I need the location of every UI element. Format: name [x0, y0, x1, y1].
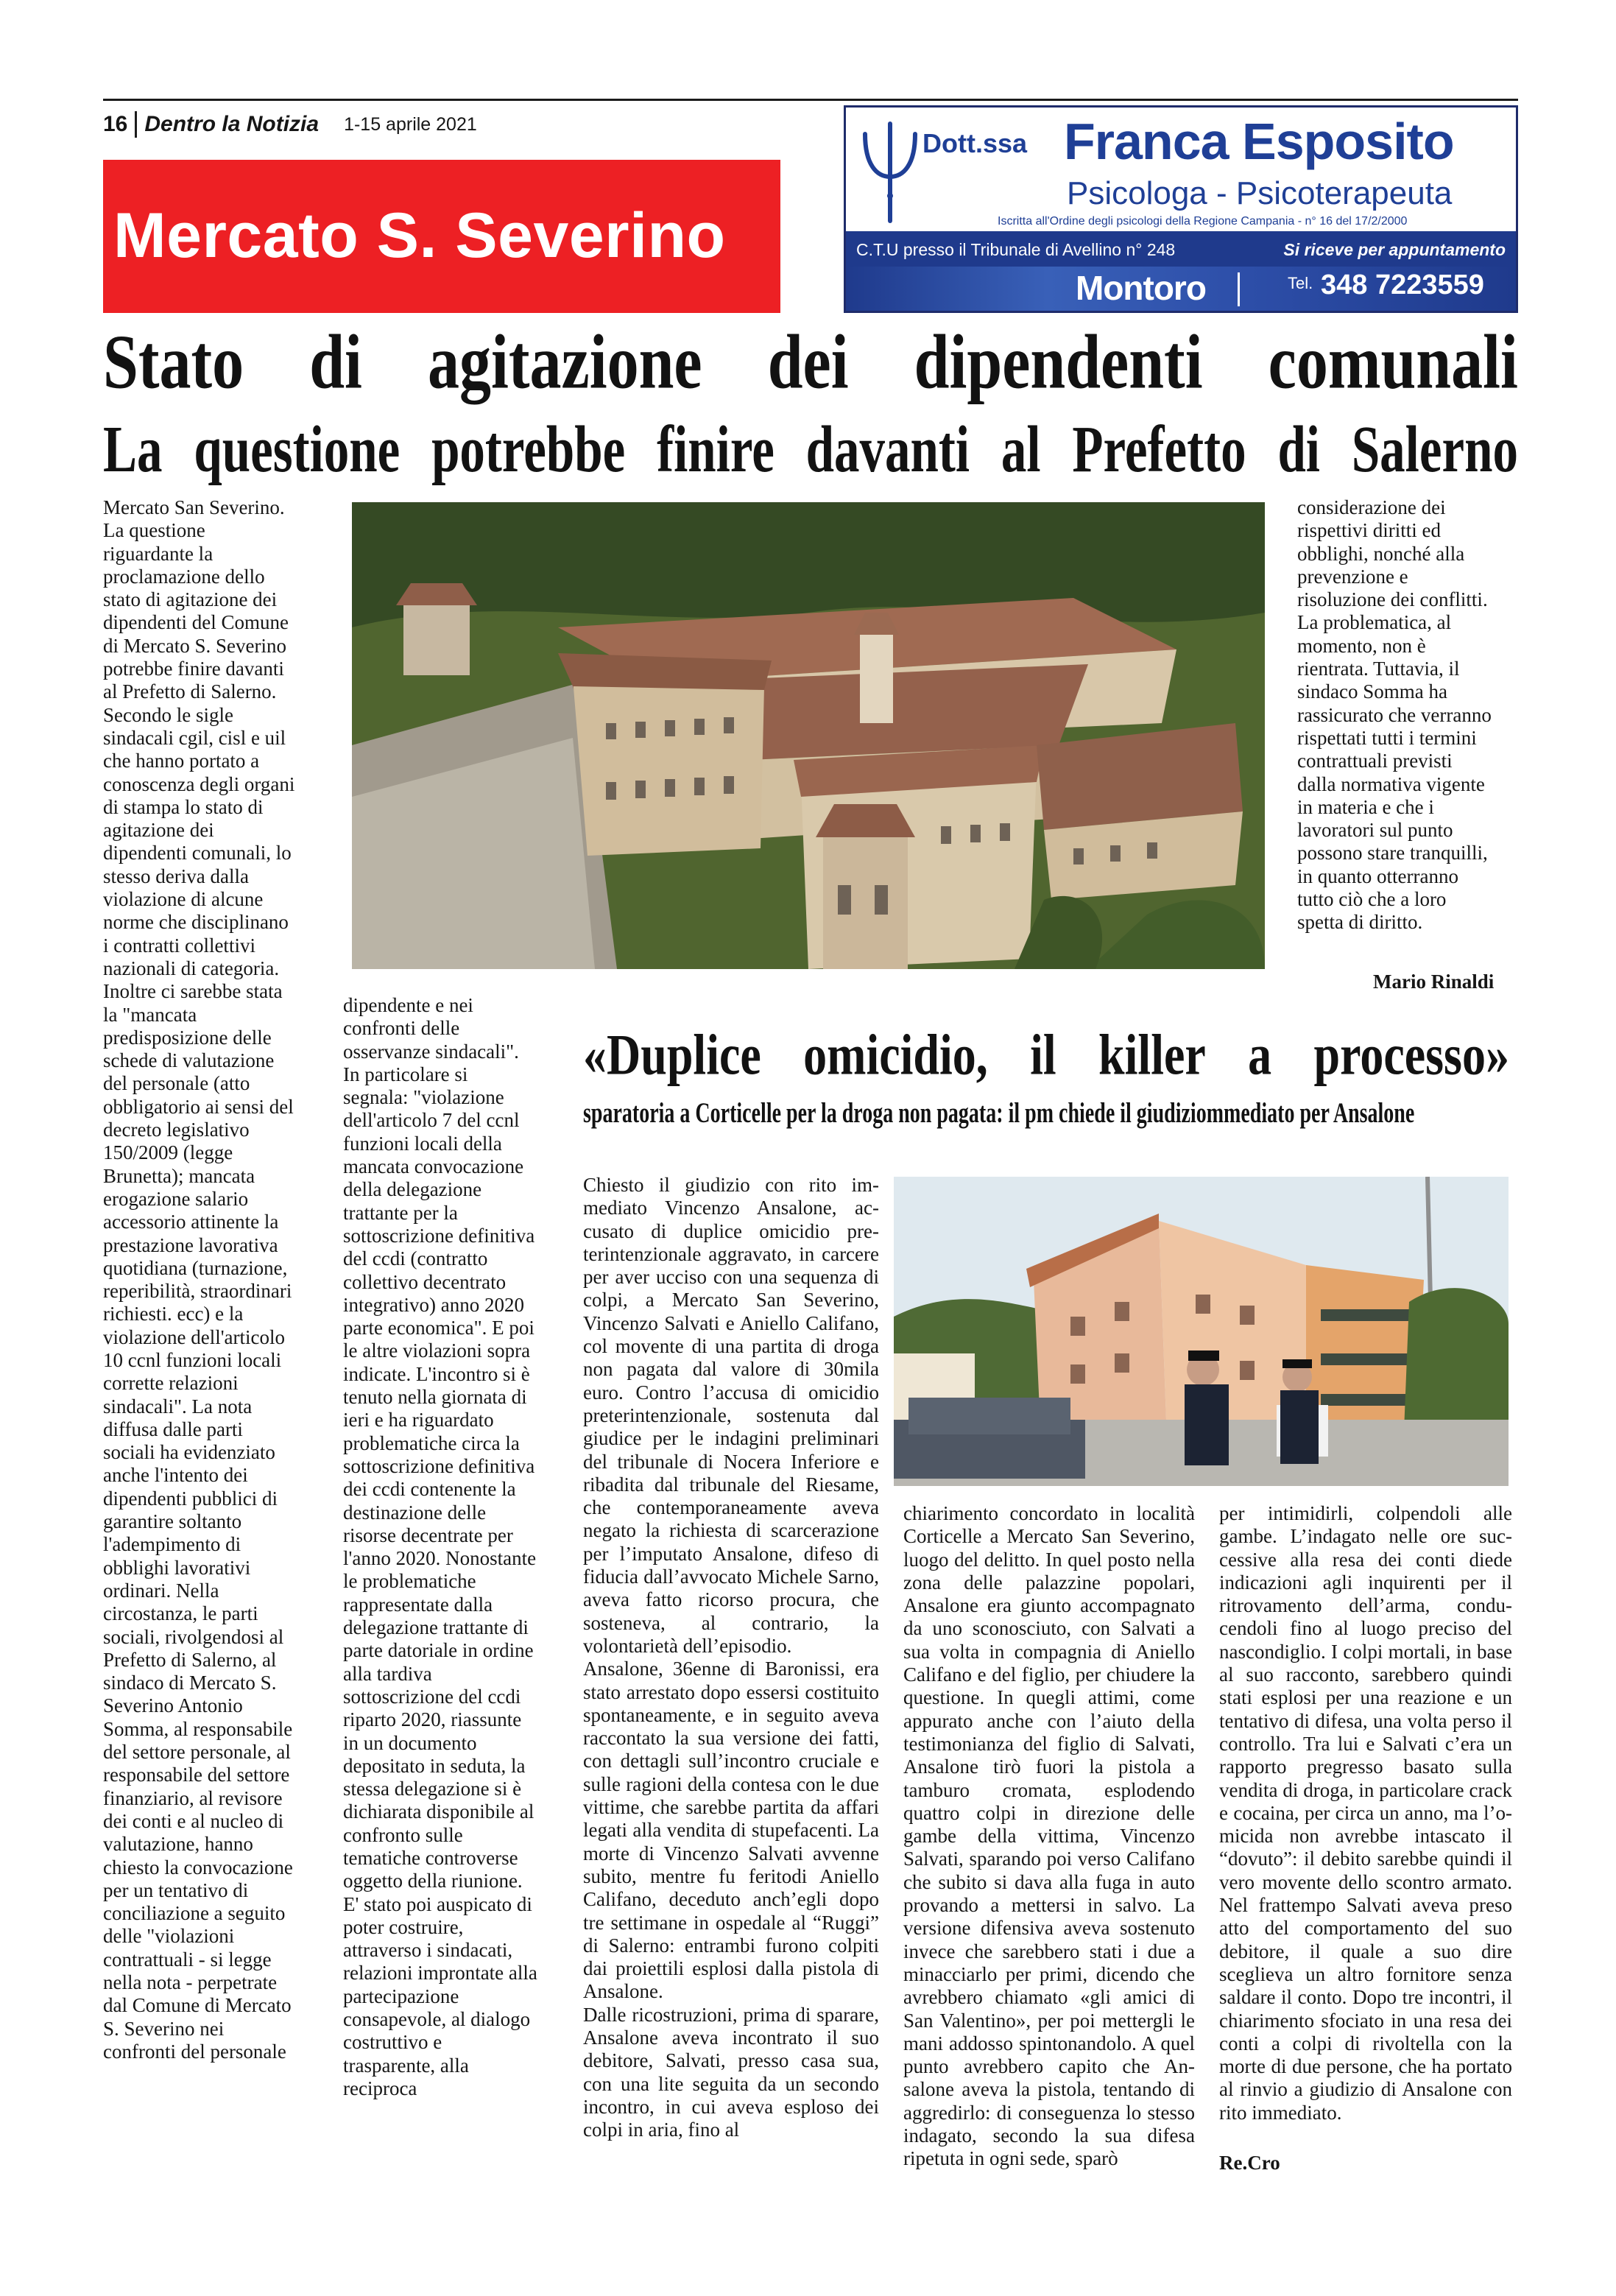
headline-word: Prefetto	[1072, 412, 1246, 485]
article2-byline: Re.Cro	[1219, 2152, 1280, 2174]
ad-contact-strip	[846, 267, 1516, 311]
headline-word: al	[1001, 412, 1041, 485]
ad-name: Franca Esposito	[1064, 113, 1454, 170]
headline-word: agitazione	[428, 318, 702, 405]
headline-word: processo»	[1313, 1023, 1509, 1087]
headline-word: davanti	[805, 412, 970, 485]
ad-profession: Psicologa - Psicoterapeuta	[1067, 175, 1453, 211]
article2-column-3: per intimidirli, colpendoli alle gambe. L’indagato nelle ore successive alla resa dei conti diede indicazioni agli inquirenti per il ritrovamento dell’arma, conducendoli fino al luogo preciso del nascondiglio. I colpi mortali, in base al suo racconto, sarebbero quindi stati esplosi per una reazione e un tentativo di difesa, una volta perso il controllo. Tra lui e Salvati c’era un rapporto pregresso basato sulla vendita di droga, in particolare crack e cocaina, per circa un anno, ma l’omicida non avrebbe intascato il “dovuto”: il debito sarebbe quindi il vero movente dello scontro armato. Nel frattempo Salvati aveva preso atto del comportamento del suo debitore, il quale a suo dire sceglieva un altro fornitore senza saldare il conto. Dopo tre incontri, il chiarimento sfociato in una resa dei conti a colpi di rivoltella con la morte di due persone, che ha portato al rinvio a giudizio di Ansalone con rito immediato.	[1219, 1502, 1512, 2124]
section-title: Mercato S. Severino	[113, 200, 726, 271]
section-banner	[103, 160, 780, 313]
headline-word: finire	[657, 412, 775, 485]
article2-subheadline: sparatoria a Corticelle per la droga non pagata: il pm chiede il giudiziommediato per Ansalone	[583, 1097, 1415, 1130]
folio	[103, 106, 477, 143]
issue-date: 1-15 aprile 2021	[344, 113, 477, 135]
ad-contact-bar	[846, 231, 1516, 311]
paper-name: Dentro la Notizia	[144, 112, 320, 136]
article1-byline: Mario Rinaldi	[1373, 971, 1495, 993]
advertisement-box	[844, 105, 1518, 313]
headline-word: il	[1030, 1023, 1056, 1087]
ad-title-prefix: Dott.ssa	[922, 128, 1028, 158]
ad-phone: 348 7223559	[1321, 270, 1484, 300]
headline-word: di	[1277, 412, 1320, 485]
article2-column-1: Chiesto il giudizio con rito immediato Vincenzo Ansalone, accusato di duplice omicidio preterintenzionale aggravato, in carcere per aver ucciso con una sequenza di colpi, a Mercato San Severino, Vincenzo Salvati e Aniello Califano, col movente di una partita di droga non pagata dal valore di 30mila euro. Contro l’accusa di omicidio preterintenzionale, sostenuta dal giudice per le indagini preliminari del tribunale di Nocera Inferiore e ribadita dal tribunale del Riesame, che contemporaneamente aveva negato la richiesta di scarcerazione per l’imputato Ansalone, difeso di fiducia dall’avvocato Michele Sarno, aveva fatto ricorso procura, che sosteneva, al contrario, la volontarietà dell’episodio. Ansalone, 36enne di Baronissi, era stato arrestato dopo essersi costituito spontaneamente, e in seguito aveva raccontato la sua versione dei fatti, con dettagli sull’incontro cruciale e sulle ragioni della contesa con le due vittime, che sarebbe partita da affari legati alla vendita di stupefacenti. La morte di Vincenzo Salvati avvenne subito, mentre fu feritodi Aniello Califano, deceduto anch’egli dopo tre settimane in ospedale al “Ruggi” di Salerno: entrambi furono colpiti dai proiettili esplosi dalla pistola di Ansalone. Dalle ricostruzioni, prima di sparare, Ansalone aveva incontrato il suo debitore, Salvati, presso casa sua, con una lite seguita da un secondo incontro, in cui aveva esploso dei colpi in aria, fino al	[583, 1174, 879, 2141]
headline-word: Salerno	[1351, 412, 1518, 485]
article1-column-3: considerazione dei rispettivi diritti ed obblighi, nonché alla prevenzione e risoluzione dei conflitti. La problematica, al momento, non è rientrata. Tuttavia, il sindaco Somma ha rassicurato che verranno rispettati tutti i termini contrattuali previsti dalla normativa vigente in materia e che i lavoratori sul punto possono stare tranquilli, in quanto otterranno tutto ciò che a loro spetta di diritto.	[1297, 496, 1492, 934]
headline-word: a	[1248, 1023, 1272, 1087]
article2-column-2: chiarimento concordato in località Corticelle a Mercato San Severino, luogo del delitto. In quel posto nella zona delle palazzine popolari, Ansalone era giunto accompagnato da uno sconosciuto, con Salvati a sua volta in compagnia di Aniello Califano e del figlio, per chiudere la questione. In quegli attimi, come appurato anche con l’aiuto della testimonianza del figlio di Salvati, Ansalone tirò fuori la pistola a tamburo cromata, esplodendo quattro colpi in direzione delle gambe della vittima, Vincenzo Salvati, sparando poi verso Califano che subito si dava alla fuga in auto provando a mettersi in salvo. La versione difensiva aveva sostenuto invece che sarebbero stati i due a minacciarlo per primi, dicendo che avrebbero chiamato «gli amici di San Valentino», per poi mettergli le mani addosso spintonandolo. A quel punto avrebbero capito che Ansalone aveva la pistola, tentando di aggredirlo: di conseguenza lo stesso indagato, secondo la sua difesa ripetuta in ogni sede, sparò	[903, 1502, 1195, 2170]
monastery-photo	[352, 502, 1265, 969]
article2-headline	[583, 1015, 1509, 1096]
ad-ctu: C.T.U presso il Tribunale di Avellino n° 248	[856, 240, 1176, 259]
corticelle-photo	[894, 1177, 1509, 1486]
ad-registration: Iscritta all'Ordine degli psicologi della Regione Campania - n° 16 del 17/2/2000	[998, 215, 1408, 228]
article1-subheadline	[103, 399, 1518, 499]
ad-town: Montoro	[1076, 269, 1206, 307]
ad-separator	[1238, 272, 1240, 306]
headline-word: potrebbe	[431, 412, 626, 485]
headline-word: Stato	[103, 318, 244, 405]
headline-word: La	[103, 412, 163, 485]
headline-word: dipendenti	[914, 318, 1203, 405]
headline-word: dei	[767, 318, 849, 405]
article1-headline	[103, 309, 1518, 415]
headline-word: di	[309, 318, 362, 405]
headline-word: killer	[1098, 1023, 1206, 1087]
psi-logo-icon	[861, 119, 920, 230]
article1-column-2: dipendente e nei confronti delle osservanze sindacali". In particolare si segnala: "violazione dell'articolo 7 del ccnl funzioni locali della mancata convocazione della delegazione trattante per la sottoscrizione definitiva del ccdi (contratto collettivo decentrato integrativo) anno 2020 parte economica". E poi le altre violazioni sopra indicate. L'incontro si è tenuto nella giornata di ieri e ha riguardato problematiche circa la sottoscrizione definitiva dei ccdi contenente la destinazione delle risorse decentrate per l'anno 2020. Nonostante le problematiche rappresentate dalla delegazione trattante di parte datoriale in ordine alla tardiva sottoscrizione del ccdi riparto 2020, riassunte in un documento depositato in seduta, la stessa delegazione si è dichiarata disponibile al confronto sulle tematiche controverse oggetto della riunione. E' stato poi auspicato di poter costruire, attraverso i sindacati, relazioni improntate alla partecipazione consapevole, al dialogo costruttivo e trasparente, alla reciproca	[343, 994, 537, 2099]
top-rule	[103, 99, 1518, 101]
headline-word: questione	[194, 412, 401, 485]
headline-word: «Duplice	[583, 1023, 761, 1087]
article1-column-1: Mercato San Severino. La questione riguardante la proclamazione dello stato di agitazione dei dipendenti del Comune di Mercato S. Severino potrebbe finire davanti al Prefetto di Salerno. Secondo le sigle sindacali cgil, cisl e uil che hanno portato a conoscenza degli organi di stampa lo stato di agitazione dei dipendenti comunali, lo stesso deriva dalla violazione di alcune norme che disciplinano i contratti collettivi nazionali di categoria. Inoltre ci sarebbe stata la "mancata predisposizione delle schede di valutazione del personale (atto obbligatorio ai sensi del decreto legislativo 150/2009 (legge Brunetta); mancata erogazione salario accessorio attinente la prestazione lavorativa quotidiana (turnazione, reperibilità, straordinari richiesti. ecc) e la violazione dell'articolo 10 ccnl funzioni locali corrette relazioni sindacali". La nota diffusa dalle parti sociali ha evidenziato anche l'intento dei dipendenti pubblici di garantire soltanto l'adempimento di obblighi lavorativi ordinari. Nella circostanza, le parti sociali, rivolgendosi al Prefetto di Salerno, al sindaco di Mercato S. Severino Antonio Somma, al responsabile del settore personale, al responsabile del settore finanziario, al revisore dei conti e al nucleo di valutazione, hanno chiesto la convocazione per un tentativo di conciliazione a seguito delle "violazioni contrattuali - si legge nella nota - perpetrate dal Comune di Mercato S. Severino nei confronti del personale	[103, 496, 295, 2063]
ad-appointment: Si riceve per appuntamento	[1283, 240, 1506, 259]
page-number: 16	[103, 111, 137, 138]
ad-tel-label: Tel.	[1288, 274, 1313, 292]
headline-word: comunali	[1268, 318, 1518, 405]
headline-word: omicidio,	[803, 1023, 988, 1087]
